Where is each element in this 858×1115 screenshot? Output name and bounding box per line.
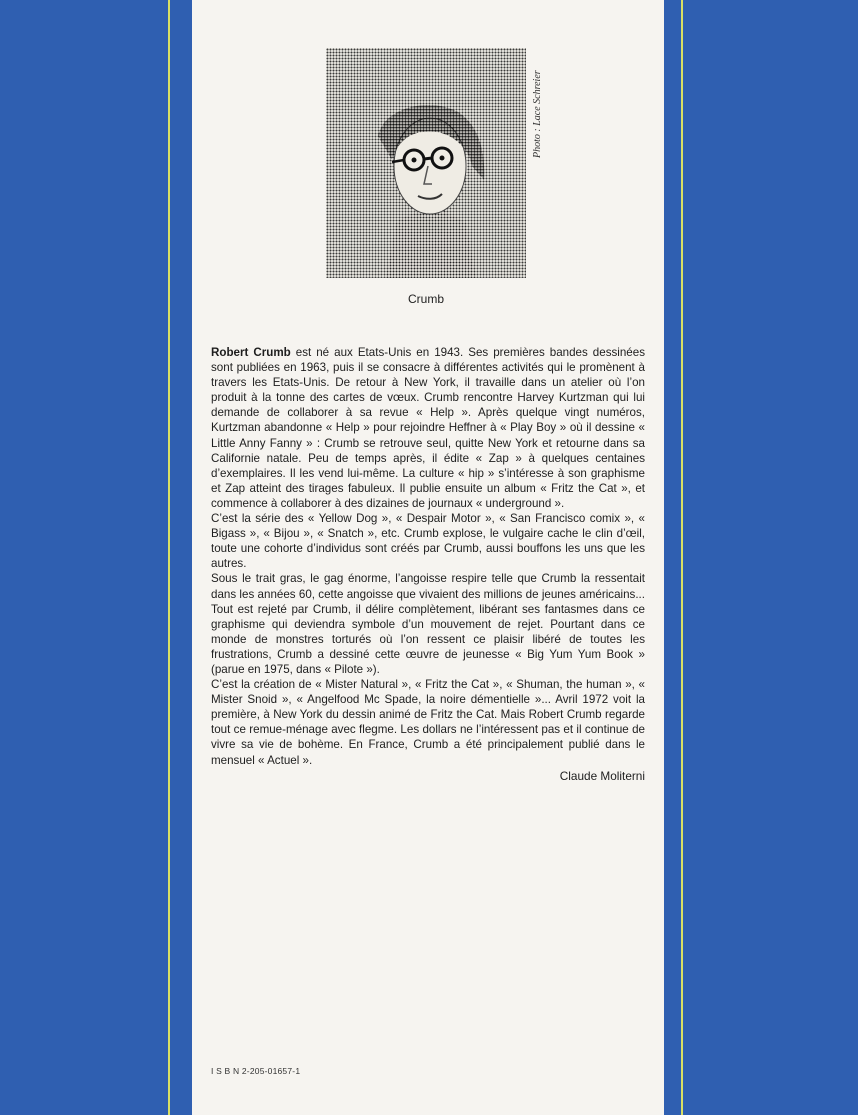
- portrait-illustration: [326, 48, 526, 278]
- isbn-number: I S B N 2-205-01657-1: [211, 1066, 301, 1076]
- left-blue-border: [0, 0, 192, 1115]
- left-yellow-stripe: [168, 0, 170, 1115]
- right-blue-border: [664, 0, 858, 1115]
- bio-paragraph-text: est né aux Etats-Unis en 1943. Ses premières bandes dessinées sont publiées en 1963, puis il se consacre à différentes activités qui le promènent à travers les Etats-Unis. De retour à New York, il travaille dans un atelier où l’on produit à la tonne des cartes de vœux. Crumb rencontre Harvey Kurtzman qui lui demande de collaborer à sa revue « Help ». Après quelque vingt numéros, Kurtzman abandonne « Help » pour rejoindre Heffner à « Play Boy » où il dessine « Little Anny Fanny » : Crumb se retrouve seul, quitte New York et retourne dans sa Californie natale. Peu de temps après, il édite « Zap » à quelques centaines d’exemplaires. Il les vend lui-même. La culture « hip » s’intéresse à son graphisme et Zap atteint des tirages fabuleux. Il publie ensuite un album « Fritz the Cat », et commence à collaborer à des dizaines de journaux « underground ».: [211, 346, 646, 510]
- bio-paragraph: C’est la création de « Mister Natural », « Fritz the Cat », « Shuman, the human », « Mister Snoid », « Angelfood Mc Spade, la noire démentielle »... Avril 1972 voit la première, à New York du dessin animé de Fritz the Cat. Mais Robert Crumb regarde tout ce remue-ménage avec flegme. Les dollars ne l’intéressent pas et il continue de vivre sa vie de bohème. En France, Crumb a été principalement publié dans le mensuel « Actuel ».: [211, 678, 645, 767]
- bio-paragraph: [211, 345, 645, 511]
- biography-text: [211, 345, 645, 768]
- author-name: Robert Crumb: [211, 346, 291, 359]
- author-portrait-photo: [326, 48, 526, 278]
- right-yellow-stripe: [681, 0, 683, 1115]
- bio-paragraph: Sous le trait gras, le gag énorme, l’angoisse respire telle que Crumb la ressentait dans les années 60, cette angoisse que vivaient des millions de jeunes américains... Tout est rejeté par Crumb, il délire complètement, libérant ses fantasmes dans ce graphisme qui deviendra symbole d’un mouvement de rejet. Pourtant dans ce monde de monstres torturés où l’on ressent ce plaisir libéré de toutes les frustrations, Crumb a dessiné cette œuvre de jeunesse « Big Yum Yum Book » (parue en 1975, dans « Pilote »).: [211, 572, 645, 676]
- author-signature: Claude Moliterni: [559, 769, 645, 783]
- photo-caption: Crumb: [407, 292, 444, 306]
- photo-credit: Photo : Lace Schreier: [532, 70, 543, 158]
- bio-paragraph: C’est la série des « Yellow Dog », « Despair Motor », « San Francisco comix », « Bigass », « Bijou », « Snatch », etc. Crumb explose, le vulgaire cache le clin d’œil, toute une cohorte d’individus sont créés par Crumb, aussi bouffons les uns que les autres.: [211, 512, 645, 571]
